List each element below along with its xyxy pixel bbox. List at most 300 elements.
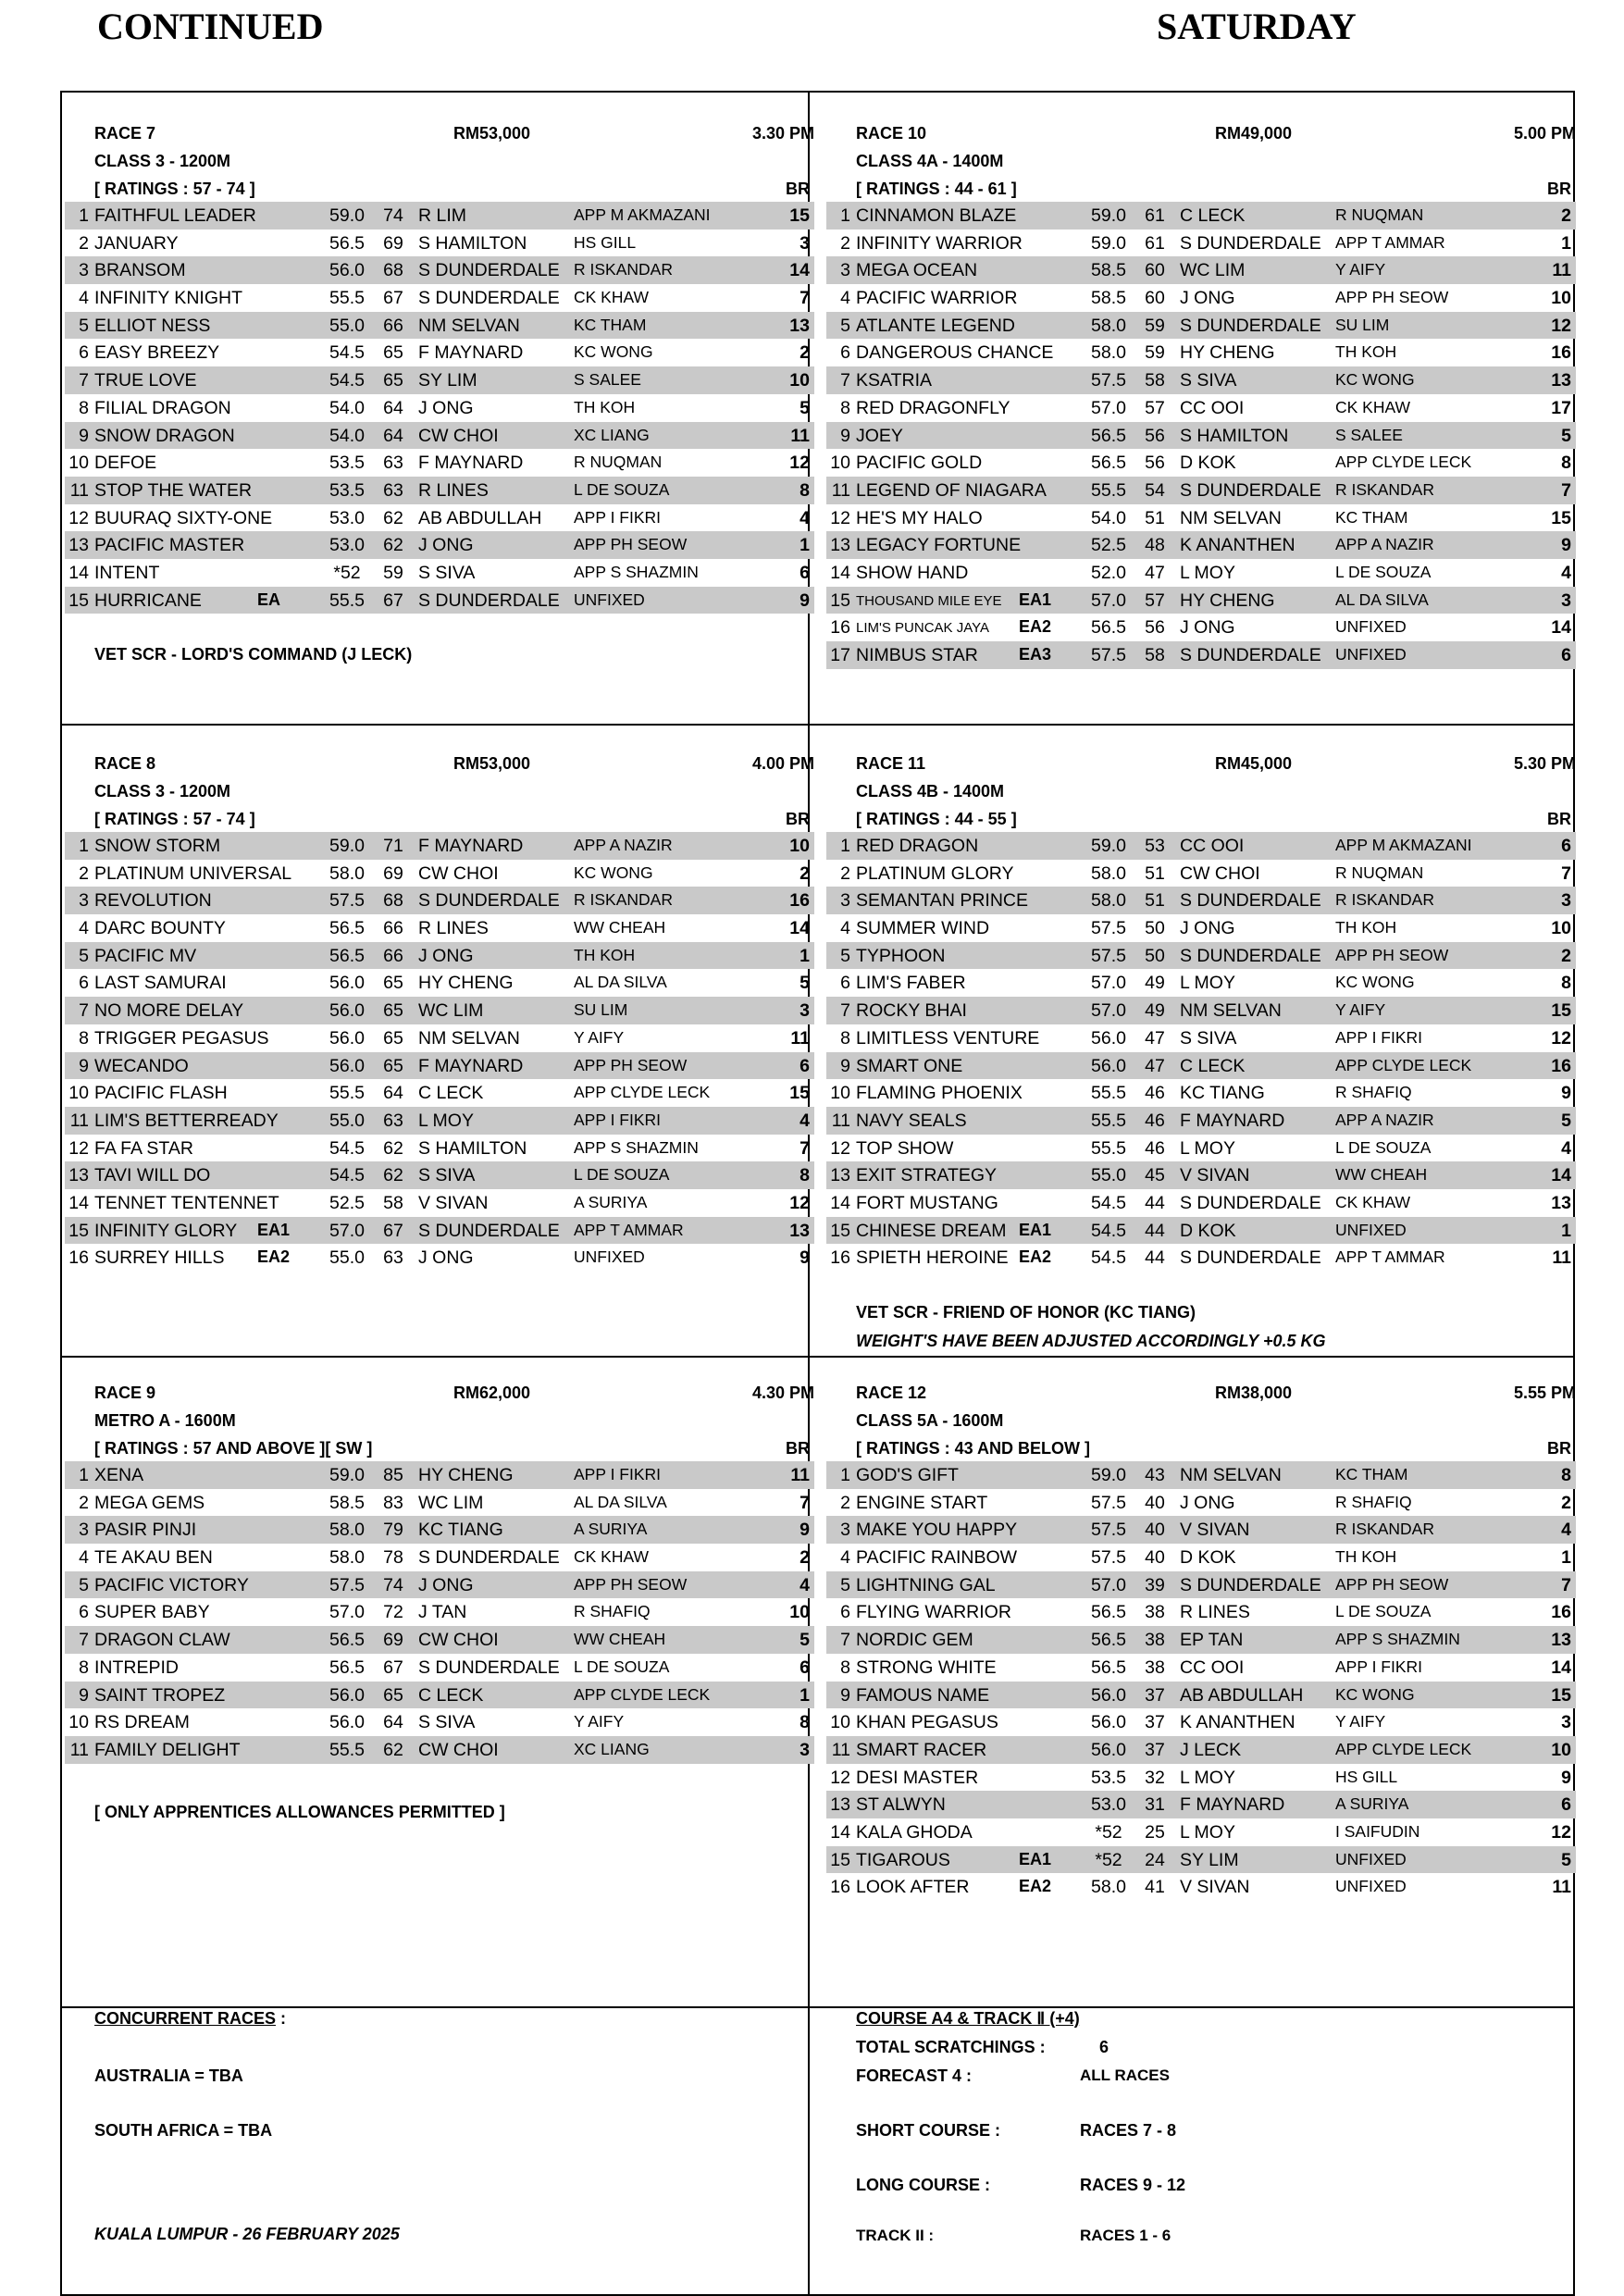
race-8-block <box>65 749 814 1272</box>
barrier: 1 <box>1561 1547 1571 1569</box>
jockey: CC OOI <box>1180 397 1245 418</box>
entry-row <box>826 394 1576 422</box>
horse-name: SEMANTAN PRINCE <box>856 890 1028 912</box>
race-8-header <box>65 749 814 776</box>
horse-name: FLAMING PHOENIX <box>856 1083 1023 1104</box>
entry-row <box>826 339 1576 366</box>
entry-row <box>826 366 1576 394</box>
race-time: 4.30 PM <box>751 1384 814 1402</box>
rating: 40 <box>1145 1520 1165 1541</box>
jockey: NM SELVAN <box>418 1027 520 1049</box>
horse-name: TIGAROUS <box>856 1849 950 1870</box>
entry-row <box>826 1024 1576 1052</box>
rating: 67 <box>383 590 403 611</box>
rating: 46 <box>1145 1137 1165 1159</box>
race-purse: RM49,000 <box>1215 124 1293 143</box>
entry-number: 15 <box>830 1220 850 1241</box>
horse-name: PACIFIC FLASH <box>94 1083 228 1104</box>
jockey: F MAYNARD <box>418 453 524 474</box>
horse-name: SMART RACER <box>856 1739 987 1760</box>
entry-row <box>826 1135 1576 1162</box>
horse-name: INFINITY WARRIOR <box>856 232 1023 254</box>
weight: 58.0 <box>1091 315 1126 336</box>
jockey: S HAMILTON <box>1180 425 1289 446</box>
race-ratings: [ RATINGS : 57 AND ABOVE ][ SW ] <box>94 1439 373 1458</box>
horse-name: TAVI WILL DO <box>94 1165 211 1186</box>
rating: 65 <box>383 370 403 391</box>
horse-name: PACIFIC WARRIOR <box>856 288 1018 309</box>
entry-number: 3 <box>79 1520 89 1541</box>
weight: 58.0 <box>1091 863 1126 884</box>
entry-row <box>826 1189 1576 1217</box>
trainer: CK KHAW <box>574 1547 650 1567</box>
entry-number: 15 <box>68 590 89 611</box>
trainer: APP CLYDE LECK <box>1335 1739 1472 1758</box>
forecast-value: ALL RACES <box>1080 2066 1170 2084</box>
horse-name: DESI MASTER <box>856 1767 979 1788</box>
entry-row <box>826 1873 1576 1901</box>
entry-number: 11 <box>69 1739 89 1760</box>
horse-name: SURREY HILLS <box>94 1247 225 1269</box>
jockey: AB ABDULLAH <box>1180 1684 1304 1706</box>
jockey: J ONG <box>1180 288 1235 309</box>
weight: 54.0 <box>1091 507 1126 528</box>
horse-name: NO MORE DELAY <box>94 1000 244 1022</box>
entry-number: 4 <box>79 918 89 939</box>
jockey: CC OOI <box>1180 1657 1245 1678</box>
barrier: 9 <box>1561 1767 1571 1788</box>
entry-number: 14 <box>830 1192 850 1213</box>
trainer: UNFIXED <box>1335 1220 1407 1239</box>
trainer: CK KHAW <box>1335 397 1411 416</box>
entry-number: 12 <box>68 507 89 528</box>
rating: 67 <box>383 1657 403 1678</box>
rating: 64 <box>383 425 403 446</box>
jockey: S DUNDERDALE <box>1180 232 1321 254</box>
entry-row <box>826 1764 1576 1792</box>
barrier: 4 <box>1561 1137 1571 1159</box>
barrier: 4 <box>800 1110 810 1131</box>
trainer: WW CHEAH <box>1335 1165 1428 1185</box>
jockey: K ANANTHEN <box>1180 535 1295 556</box>
jockey: C LECK <box>1180 1055 1246 1076</box>
jockey: S DUNDERDALE <box>1180 1192 1321 1213</box>
rating: 43 <box>1145 1465 1165 1485</box>
rating: 61 <box>1145 232 1165 254</box>
jockey: S DUNDERDALE <box>1180 479 1321 501</box>
jockey: CW CHOI <box>418 425 499 446</box>
entry-row <box>65 422 814 450</box>
entry-number: 15 <box>68 1220 89 1241</box>
horse-name: SMART ONE <box>856 1055 963 1076</box>
rating: 79 <box>383 1520 403 1541</box>
horse-name: DANGEROUS CHANCE <box>856 342 1054 364</box>
trainer: APP CLYDE LECK <box>1335 1055 1472 1074</box>
jockey: HY CHENG <box>418 1465 514 1485</box>
trainer: L DE SOUZA <box>1335 1602 1432 1621</box>
barrier: 14 <box>1551 1165 1571 1186</box>
race-class-row <box>65 776 814 804</box>
race-7-header <box>65 118 814 146</box>
trainer: TH KOH <box>574 397 636 416</box>
weight: 55.0 <box>329 1247 365 1269</box>
entry-row <box>826 422 1576 450</box>
jockey: L MOY <box>1180 562 1235 583</box>
trainer: APP PH SEOW <box>574 1574 688 1594</box>
rating: 58 <box>1145 370 1165 391</box>
barrier: 13 <box>1551 1192 1571 1213</box>
rating: 39 <box>1145 1574 1165 1595</box>
entry-number: 1 <box>840 1465 850 1485</box>
race-purse: RM45,000 <box>1215 754 1293 773</box>
trainer: A SURIYA <box>574 1192 648 1211</box>
entry-number: 14 <box>68 1192 89 1213</box>
rating: 66 <box>383 918 403 939</box>
weight: 53.0 <box>1091 1794 1126 1816</box>
trainer: APP I FIKRI <box>574 1465 662 1483</box>
jockey: S SIVA <box>418 1712 476 1733</box>
barrier: 1 <box>1561 1220 1571 1241</box>
rating: 65 <box>383 1000 403 1022</box>
horse-name: RS DREAM <box>94 1712 190 1733</box>
jockey: CW CHOI <box>418 1739 499 1760</box>
race-class-row <box>826 776 1576 804</box>
barrier: 6 <box>1561 645 1571 665</box>
row-divider-3 <box>60 2006 1575 2008</box>
rating: 60 <box>1145 260 1165 281</box>
concurrent-australia: AUSTRALIA = TBA <box>94 2066 243 2085</box>
barrier: 3 <box>800 232 810 254</box>
entry-number: 2 <box>840 863 850 884</box>
entry-row <box>65 559 814 587</box>
entry-row <box>65 860 814 887</box>
race-11-vet-note: VET SCR - FRIEND OF HONOR (KC TIANG) <box>856 1303 1196 1322</box>
trainer: Y AIFY <box>1335 260 1386 279</box>
entry-row <box>826 1708 1576 1736</box>
entry-row <box>65 477 814 504</box>
trainer: TH KOH <box>1335 1547 1397 1567</box>
entry-row <box>65 1489 814 1517</box>
horse-name: STRONG WHITE <box>856 1657 997 1678</box>
barrier: 12 <box>1551 1821 1571 1843</box>
entry-number: 10 <box>68 453 89 474</box>
rating: 44 <box>1145 1192 1165 1213</box>
weight: 58.5 <box>329 1492 365 1513</box>
weight: 57.0 <box>1091 397 1126 418</box>
rating: 63 <box>383 1247 403 1269</box>
entry-row <box>65 1244 814 1272</box>
weight: 56.5 <box>1091 1630 1126 1651</box>
barrier: 6 <box>800 562 810 583</box>
jockey: WC LIM <box>418 1000 484 1022</box>
entry-number: 11 <box>831 479 850 501</box>
jockey: C LECK <box>1180 205 1246 226</box>
race-name: RACE 10 <box>856 124 927 143</box>
barrier: 3 <box>1561 1712 1571 1733</box>
entry-number: 12 <box>68 1137 89 1159</box>
trainer: APP S SHAZMIN <box>574 1137 699 1157</box>
weight: 54.5 <box>329 342 365 364</box>
forecast-label: FORECAST 4 : <box>856 2066 973 2085</box>
entry-row <box>826 914 1576 942</box>
weight: 56.5 <box>1091 453 1126 474</box>
entry-row <box>65 1516 814 1544</box>
short-course-value: RACES 7 - 8 <box>1080 2121 1177 2140</box>
entry-number: 7 <box>79 1630 89 1651</box>
entry-row <box>65 394 814 422</box>
barrier: 10 <box>789 370 810 391</box>
weight: 52.0 <box>1091 562 1126 583</box>
trainer: XC LIANG <box>574 425 650 444</box>
rating: 62 <box>383 1165 403 1186</box>
race-time: 5.00 PM <box>1513 124 1576 143</box>
course-track: COURSE A4 & TRACK Ⅱ (+4) <box>856 2009 1080 2028</box>
weight: 53.0 <box>329 507 365 528</box>
weight: 56.5 <box>1091 1602 1126 1623</box>
jockey: L MOY <box>418 1110 474 1131</box>
race-ratings-row <box>65 804 814 832</box>
race-class-row <box>65 146 814 174</box>
race-ratings-row <box>826 804 1576 832</box>
jockey: S HAMILTON <box>418 232 527 254</box>
rating: 59 <box>1145 342 1165 364</box>
entry-number: 6 <box>840 973 850 994</box>
emergency-acceptor: EA1 <box>1019 1220 1052 1239</box>
entry-number: 3 <box>840 1520 850 1541</box>
entry-row <box>826 1818 1576 1846</box>
trainer: AL DA SILVA <box>1335 590 1429 609</box>
jockey: K ANANTHEN <box>1180 1712 1295 1733</box>
jockey: KC TIANG <box>418 1520 503 1541</box>
weight: 54.0 <box>329 397 365 418</box>
weight: *52 <box>333 562 361 583</box>
emergency-acceptor: EA1 <box>1019 590 1052 609</box>
entry-number: 3 <box>79 260 89 281</box>
jockey: J ONG <box>418 945 474 966</box>
track-ii-value: RACES 1 - 6 <box>1080 2227 1172 2244</box>
entry-number: 5 <box>840 315 850 336</box>
weight: 56.5 <box>329 1630 365 1651</box>
horse-name: PLATINUM UNIVERSAL <box>94 863 292 884</box>
rating: 71 <box>383 836 403 856</box>
trainer: APP A NAZIR <box>1335 1110 1434 1129</box>
race-ratings: [ RATINGS : 43 AND BELOW ] <box>856 1439 1090 1458</box>
trainer: L DE SOUZA <box>574 1657 670 1676</box>
entry-row <box>65 1626 814 1654</box>
weight: 56.5 <box>329 945 365 966</box>
trainer: Y AIFY <box>574 1712 625 1731</box>
rating: 49 <box>1145 973 1165 994</box>
entry-row <box>826 1161 1576 1189</box>
entry-number: 17 <box>830 645 850 665</box>
weight: 58.5 <box>1091 260 1126 281</box>
jockey: J ONG <box>1180 1492 1235 1513</box>
entry-number: 8 <box>840 397 850 418</box>
entry-number: 11 <box>69 479 89 501</box>
horse-name: WECANDO <box>94 1055 189 1076</box>
trainer: APP CLYDE LECK <box>574 1684 711 1704</box>
horse-name: TRUE LOVE <box>94 370 197 391</box>
race-time: 5.55 PM <box>1513 1384 1576 1402</box>
horse-name: ROCKY BHAI <box>856 1000 967 1022</box>
trainer: KC THAM <box>1335 1465 1408 1483</box>
entry-row <box>826 202 1576 230</box>
trainer: WW CHEAH <box>574 918 666 937</box>
trainer: APP PH SEOW <box>1335 288 1449 307</box>
entry-row <box>826 230 1576 257</box>
trainer: R NUQMAN <box>574 453 663 472</box>
rating: 24 <box>1145 1849 1165 1870</box>
rating: 64 <box>383 397 403 418</box>
entry-number: 1 <box>840 836 850 856</box>
entry-number: 8 <box>840 1027 850 1049</box>
race-class-row <box>826 146 1576 174</box>
entry-row <box>65 1682 814 1709</box>
weight: 57.5 <box>329 890 365 912</box>
jockey: J ONG <box>1180 617 1235 639</box>
jockey: CW CHOI <box>418 863 499 884</box>
entry-number: 2 <box>79 232 89 254</box>
horse-name: SAINT TROPEZ <box>94 1684 226 1706</box>
race-class: CLASS 3 - 1200M <box>94 782 231 800</box>
weight: 56.0 <box>329 260 365 281</box>
race-ratings: [ RATINGS : 57 - 74 ] <box>94 810 255 828</box>
horse-name: ATLANTE LEGEND <box>856 315 1015 336</box>
weight: 59.0 <box>1091 232 1126 254</box>
weight: 56.5 <box>1091 425 1126 446</box>
rating: 58 <box>383 1192 403 1213</box>
rating: 51 <box>1145 507 1165 528</box>
jockey: J ONG <box>418 1247 474 1269</box>
weight: 57.5 <box>1091 645 1126 665</box>
weight: 57.5 <box>1091 1520 1126 1541</box>
rating: 74 <box>383 1574 403 1595</box>
trainer: R ISKANDAR <box>1335 479 1434 499</box>
total-scratchings-value: 6 <box>1099 2038 1110 2056</box>
trainer: APP PH SEOW <box>574 1055 688 1074</box>
horse-name: THOUSAND MILE EYE <box>856 592 1002 609</box>
horse-name: GOD'S GIFT <box>856 1465 959 1485</box>
race-name: RACE 7 <box>94 124 156 143</box>
entry-row <box>65 969 814 997</box>
entry-number: 11 <box>831 1739 850 1760</box>
trainer: Y AIFY <box>574 1027 625 1047</box>
entry-row <box>65 339 814 366</box>
jockey: V SIVAN <box>418 1192 489 1213</box>
entry-number: 8 <box>840 1657 850 1678</box>
rating: 85 <box>383 1465 403 1485</box>
barrier: 17 <box>1551 397 1571 418</box>
weight: 56.5 <box>1091 617 1126 639</box>
jockey: AB ABDULLAH <box>418 507 542 528</box>
rating: 38 <box>1145 1630 1165 1651</box>
horse-name: SNOW DRAGON <box>94 425 235 446</box>
entry-row <box>826 832 1576 860</box>
barrier: 16 <box>1551 1055 1571 1076</box>
rating: 63 <box>383 453 403 474</box>
entry-row <box>826 1052 1576 1080</box>
weight: 59.0 <box>329 205 365 226</box>
entry-row <box>65 504 814 532</box>
barrier: 6 <box>800 1657 810 1678</box>
barrier: 12 <box>789 1192 810 1213</box>
entry-row <box>826 860 1576 887</box>
entry-row <box>826 1626 1576 1654</box>
barrier-column-label: BR <box>1547 180 1571 198</box>
jockey: J LECK <box>1180 1739 1242 1760</box>
barrier-column-label: BR <box>1547 1439 1571 1458</box>
jockey: L MOY <box>1180 1821 1235 1843</box>
entry-number: 13 <box>830 535 850 556</box>
jockey: CC OOI <box>1180 836 1245 856</box>
barrier: 13 <box>789 315 810 336</box>
barrier: 2 <box>800 863 810 884</box>
rating: 69 <box>383 1630 403 1651</box>
entry-number: 2 <box>79 1492 89 1513</box>
horse-name: TENNET TENTENNET <box>94 1192 279 1213</box>
jockey: S DUNDERDALE <box>1180 645 1321 665</box>
horse-name: RED DRAGONFLY <box>856 397 1010 418</box>
barrier: 5 <box>1561 425 1571 446</box>
horse-name: FA FA STAR <box>94 1137 193 1159</box>
emergency-acceptor: EA1 <box>1019 1849 1052 1868</box>
barrier: 12 <box>1551 1027 1571 1049</box>
horse-name: MEGA GEMS <box>94 1492 205 1513</box>
rating: 64 <box>383 1083 403 1104</box>
trainer: R ISKANDAR <box>1335 890 1434 910</box>
entry-row <box>826 942 1576 970</box>
trainer: Y AIFY <box>1335 1000 1386 1020</box>
race-time: 5.30 PM <box>1513 754 1576 773</box>
horse-name: CINNAMON BLAZE <box>856 205 1017 226</box>
jockey: HY CHENG <box>1180 342 1275 364</box>
weight: 56.0 <box>329 1712 365 1733</box>
jockey: C LECK <box>418 1083 484 1104</box>
race-9-header <box>65 1378 814 1406</box>
barrier: 3 <box>800 1000 810 1022</box>
trainer: A SURIYA <box>574 1520 648 1539</box>
entry-number: 1 <box>79 836 89 856</box>
row-divider-1 <box>60 724 1575 726</box>
jockey: WC LIM <box>418 1492 484 1513</box>
rating: 66 <box>383 945 403 966</box>
horse-name: FAMILY DELIGHT <box>94 1739 241 1760</box>
trainer: APP A NAZIR <box>1335 535 1434 554</box>
trainer: R ISKANDAR <box>574 260 673 279</box>
entry-number: 5 <box>840 945 850 966</box>
rating: 57 <box>1145 397 1165 418</box>
jockey: S SIVA <box>1180 1027 1237 1049</box>
entry-number: 16 <box>830 1877 850 1898</box>
rating: 47 <box>1145 1055 1165 1076</box>
race-class-row <box>65 1406 814 1433</box>
entry-number: 10 <box>830 1083 850 1104</box>
entry-number: 9 <box>79 425 89 446</box>
race-10-header <box>826 118 1576 146</box>
entry-row <box>826 614 1576 641</box>
horse-name: RED DRAGON <box>856 836 979 856</box>
rating: 46 <box>1145 1110 1165 1131</box>
barrier: 5 <box>1561 1849 1571 1870</box>
horse-name: PASIR PINJI <box>94 1520 197 1541</box>
rating: 64 <box>383 1712 403 1733</box>
barrier: 14 <box>1551 617 1571 639</box>
trainer: WW CHEAH <box>574 1630 666 1649</box>
rating: 59 <box>383 562 403 583</box>
horse-name: EASY BREEZY <box>94 342 220 364</box>
horse-name: DARC BOUNTY <box>94 918 226 939</box>
entry-number: 9 <box>79 1684 89 1706</box>
